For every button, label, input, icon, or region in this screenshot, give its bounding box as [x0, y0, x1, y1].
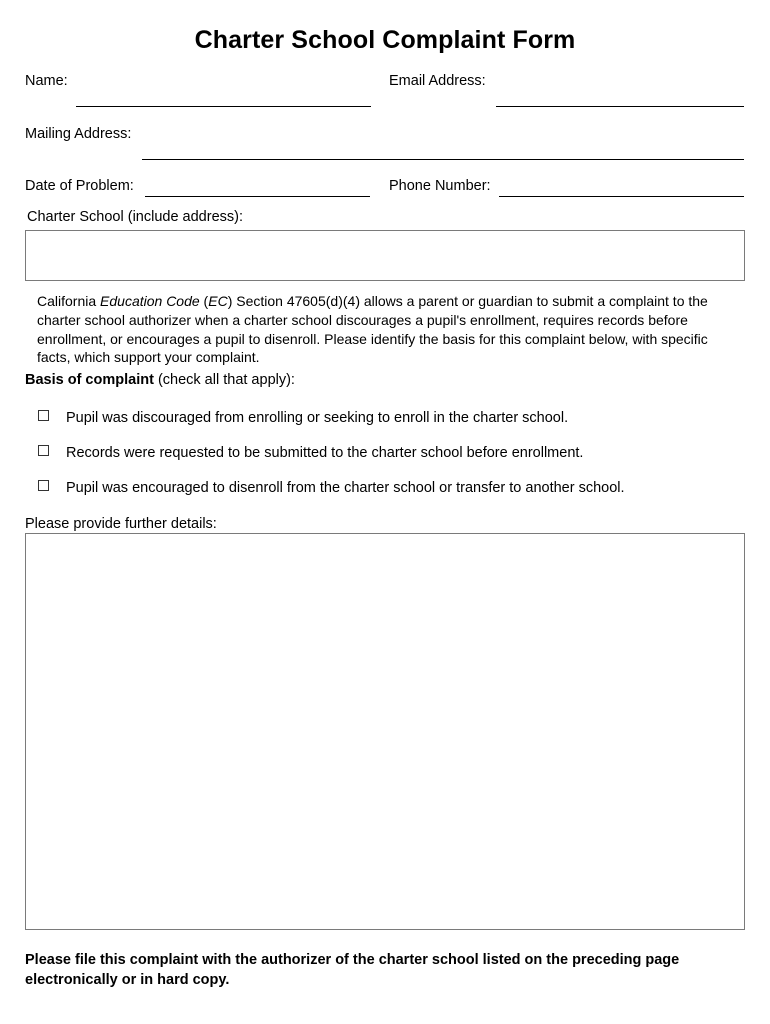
form-title: Charter School Complaint Form — [194, 26, 576, 54]
option-records-label: Records were requested to be submitted to the charter school before enrollment. — [66, 445, 584, 461]
intro-paragraph — [37, 292, 743, 367]
mailing-address-field[interactable] — [142, 159, 744, 160]
footer-instructions: Please file this complaint with the authorizer of the charter school listed on the preceding page electronically or in hard copy. — [25, 952, 680, 988]
details-label: Please provide further details: — [25, 516, 217, 532]
checkbox-discouraged[interactable] — [38, 410, 49, 421]
name-label: Name: — [25, 73, 68, 89]
charter-school-label: Charter School (include address): — [27, 209, 243, 225]
mailing-address-label: Mailing Address: — [25, 126, 132, 142]
basis-heading-bold: Basis of complaint — [25, 372, 154, 388]
intro-text-2: ( — [199, 293, 209, 309]
basis-heading — [25, 372, 295, 388]
details-textarea[interactable] — [25, 533, 745, 930]
charter-school-field[interactable] — [25, 230, 745, 281]
education-code-text: Education Code — [100, 293, 200, 309]
option-discouraged-label: Pupil was discouraged from enrolling or seeking to enroll in the charter school. — [66, 410, 569, 426]
ec-text: EC — [208, 293, 228, 309]
basis-heading-rest: (check all that apply): — [153, 372, 295, 388]
email-label: Email Address: — [389, 73, 486, 89]
date-of-problem-label: Date of Problem: — [25, 178, 134, 194]
phone-number-label: Phone Number: — [389, 178, 491, 194]
intro-text-3: ) Section 47605(d)(4) allows a parent or guardian to submit a complaint to the charter school authorizer when a charter school discourages a pupil's enrollment, requires records before enrollment, or encourages a pupil to disenroll. Please identify the basis for this complaint below, with specific facts, which support your complaint. — [37, 293, 708, 366]
checkbox-encouraged-disenroll[interactable] — [38, 480, 49, 491]
option-disenroll-label: Pupil was encouraged to disenroll from the charter school or transfer to another school. — [66, 480, 625, 496]
checkbox-records-requested[interactable] — [38, 445, 49, 456]
email-field[interactable] — [496, 106, 744, 107]
intro-text-1: California — [37, 293, 101, 309]
name-field[interactable] — [76, 106, 371, 107]
phone-number-field[interactable] — [499, 196, 744, 197]
date-of-problem-field[interactable] — [145, 196, 370, 197]
